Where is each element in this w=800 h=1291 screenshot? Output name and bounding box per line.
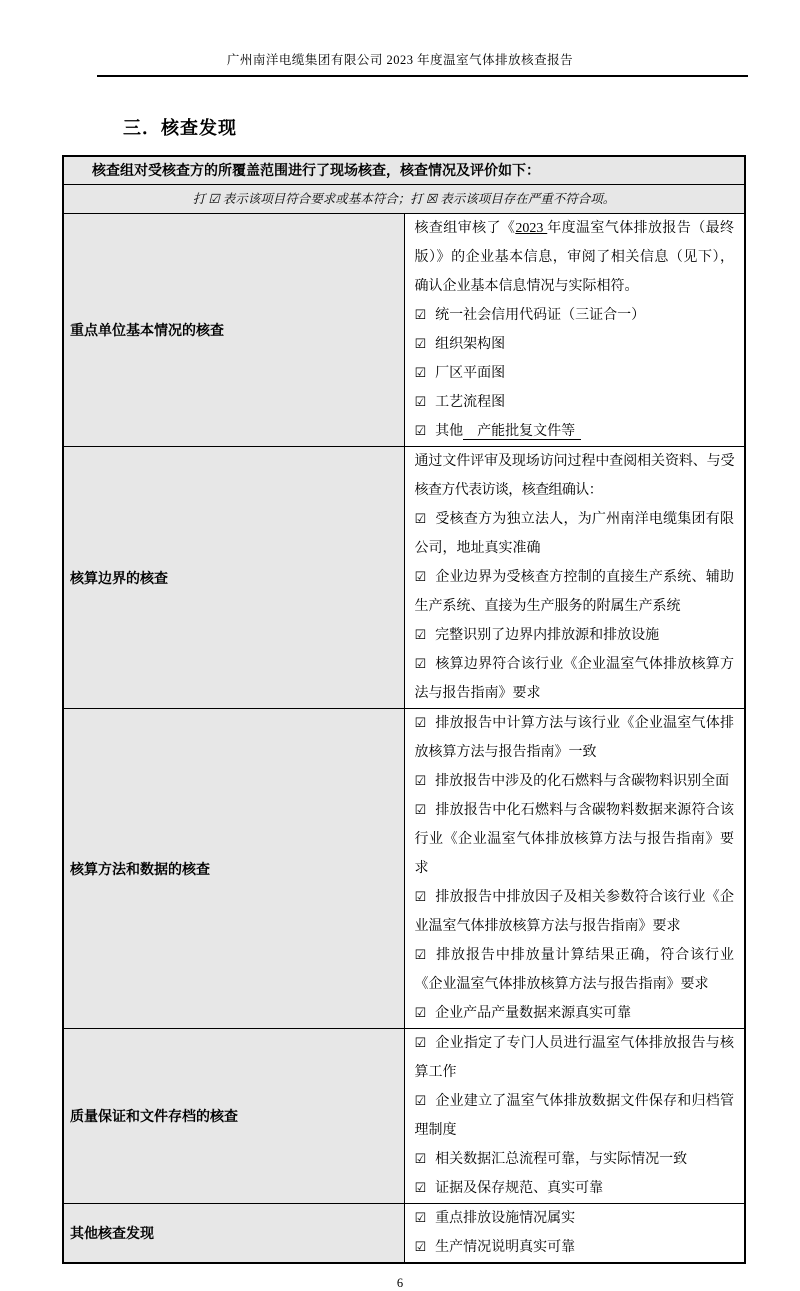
row-content-basic-info [404,214,745,447]
row-content-other-findings [404,1204,745,1264]
checklist-item [415,388,735,417]
checked-checkbox-icon: ☑ [414,570,427,585]
checked-checkbox-icon: ☑ [414,716,427,731]
checklist-item [415,941,735,999]
checklist-item-text: 工艺流程图 [435,395,506,410]
row-label-other-findings: 其他核查发现 [63,1204,404,1264]
checked-checkbox-icon: ☑ [414,948,427,963]
checklist-item [415,301,735,330]
checked-checkbox-icon: ☑ [414,1211,427,1226]
checklist-item [415,563,735,621]
checklist-item [415,330,735,359]
checklist-item-text: 排放报告中涉及的化石燃料与含碳物料识别全面 [435,774,730,789]
table-row [63,1204,745,1264]
checklist-item [415,1029,735,1087]
table-caption-row [63,156,745,185]
checklist-item-other [415,417,735,446]
intro-paragraph: 通过文件评审及现场访问过程中查阅相关资料、与受核查方代表访谈，核查组确认： [414,454,734,498]
checklist-item [415,999,735,1028]
checklist-item-text: 排放报告中排放因子及相关参数符合该行业《企业温室气体排放核算方法与报告指南》要求 [414,890,734,934]
checklist-item [415,1087,735,1145]
checklist-item-text: 排放报告中计算方法与该行业《企业温室气体排放核算方法与报告指南》一致 [414,716,734,760]
checklist-item [415,621,735,650]
table-legend-row [63,185,745,214]
checked-checkbox-icon: ☑ [414,1240,427,1255]
table-caption: 核查组对受核查方的所覆盖范围进行了现场核查，核查情况及评价如下： [63,156,745,185]
row-content-accounting-boundary [404,447,745,709]
table-row [63,214,745,447]
checklist-item [415,1145,735,1174]
checklist-item-text: 重点排放设施情况属实 [435,1211,576,1226]
checked-checkbox-icon: ☑ [414,1006,427,1021]
checked-checkbox-icon: ☑ [414,395,427,410]
checklist-item [415,1233,735,1262]
table-row [63,1029,745,1204]
checklist-item [415,767,735,796]
checked-checkbox-icon: ☑ [414,337,427,352]
header-rule [97,75,748,77]
other-fill-in-value: 产能批复文件等 [463,424,581,440]
row-label-quality-assurance: 质量保证和文件存档的核查 [63,1029,404,1204]
row-label-basic-info: 重点单位基本情况的核查 [63,214,404,447]
row-label-accounting-boundary: 核算边界的核查 [63,447,404,709]
checklist-item [415,1174,735,1203]
other-label: 其他 [435,424,464,439]
checklist-item [415,883,735,941]
document-header [0,0,800,68]
section-title: 三．核查发现 [123,118,237,138]
checked-checkbox-icon: ☑ [414,890,427,905]
document-header-title: 广州南洋电缆集团有限公司 2023 年度温室气体排放核查报告 [226,53,574,67]
row-content-methods-and-data [404,709,745,1029]
checklist-item-text: 排放报告中化石燃料与含碳物料数据来源符合该行业《企业温室气体排放核算方法与报告指南》要求 [414,803,734,876]
checklist-item-text: 企业边界为受核查方控制的直接生产系统、辅助生产系统、直接为生产服务的附属生产系统 [414,570,734,614]
checklist-item-text: 受核查方为独立法人，为广州南洋电缆集团有限公司，地址真实准确 [414,512,734,556]
table-row [63,709,745,1029]
intro-paragraph [415,214,735,301]
page-number: 6 [396,1276,404,1290]
table-row [63,447,745,709]
checked-checkbox-icon: ☑ [414,366,427,381]
row-label-methods-and-data: 核算方法和数据的核查 [63,709,404,1029]
checklist-item-text: 相关数据汇总流程可靠，与实际情况一致 [435,1152,688,1167]
checked-checkbox-icon: ☑ [414,657,427,672]
verification-findings-table [62,155,746,1264]
checklist-item-text: 企业指定了专门人员进行温室气体排放报告与核算工作 [414,1036,734,1080]
checklist-item-text: 证据及保存规范、真实可靠 [435,1181,604,1196]
checked-checkbox-icon: ☑ [414,1152,427,1167]
checklist-item [415,650,735,708]
checklist-item [415,1204,735,1233]
checklist-item [415,796,735,883]
checklist-item-text: 厂区平面图 [435,366,506,381]
checklist-item-text: 核算边界符合该行业《企业温室气体排放核算方法与报告指南》要求 [414,657,734,701]
checked-checkbox-icon: ☑ [414,308,427,323]
checked-checkbox-icon: ☑ [414,1094,427,1109]
table-legend: 打 ☑ 表示该项目符合要求或基本符合；打 ☒ 表示该项目存在严重不符合项。 [63,185,745,214]
checklist-item-text: 企业产品产量数据来源真实可靠 [435,1006,632,1021]
checked-checkbox-icon: ☑ [414,424,427,439]
checklist-item-text: 排放报告中排放量计算结果正确，符合该行业《企业温室气体排放核算方法与报告指南》要求 [414,948,734,992]
intro-text: 年度温室气体排放报告（最终版）》的企业基本信息，审阅了相关信息（见下），确认企业基本信息情况与实际相符。 [414,221,735,294]
checklist-item-text: 组织架构图 [435,337,506,352]
checked-checkbox-icon: ☑ [414,1036,427,1051]
checklist-item [415,709,735,767]
underlined-year: 2023 [515,221,548,236]
checklist-item [415,359,735,388]
checked-checkbox-icon: ☑ [414,1181,427,1196]
checklist-item-text: 企业建立了温室气体排放数据文件保存和归档管理制度 [414,1094,734,1138]
checked-checkbox-icon: ☑ [414,774,427,789]
checked-checkbox-icon: ☑ [414,803,427,818]
checked-checkbox-icon: ☑ [414,512,427,527]
row-content-quality-assurance [404,1029,745,1204]
checked-checkbox-icon: ☑ [414,628,427,643]
checklist-item [415,505,735,563]
checklist-item-text: 生产情况说明真实可靠 [435,1240,576,1255]
intro-text: 核查组审核了《 [414,221,516,236]
checklist-item-text: 完整识别了边界内排放源和排放设施 [435,628,660,643]
checklist-item-text: 统一社会信用代码证（三证合一） [435,308,646,323]
